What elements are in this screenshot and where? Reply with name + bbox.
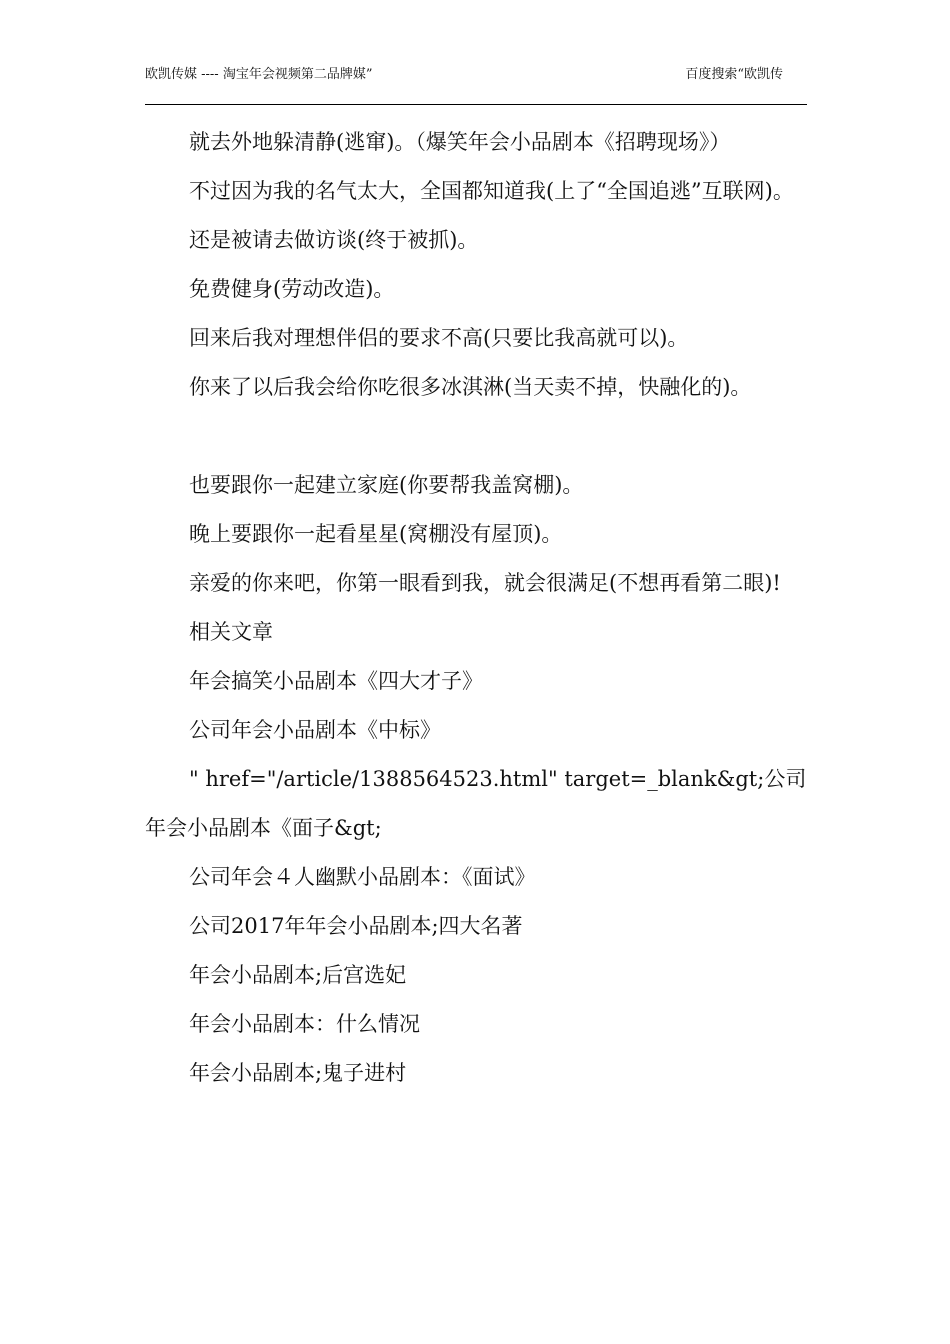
- related-article-link[interactable]: 年会小品剧本;鬼子进村: [189, 1061, 407, 1085]
- related-article-link[interactable]: 公司年会小品剧本《中标》: [189, 718, 441, 742]
- related-article-link[interactable]: 公司年会４人幽默小品剧本：《面试》: [189, 865, 536, 889]
- page-header: [145, 66, 807, 105]
- blank-line: [145, 412, 807, 461]
- paragraph: 就去外地躲清静(逃窜)。（爆笑年会小品剧本《招聘现场》）: [189, 130, 731, 154]
- related-articles-heading: 相关文章: [189, 620, 273, 644]
- header-right-text: 百度搜索“欧凯传: [685, 67, 783, 82]
- paragraph: 还是被请去做访谈(终于被抓)。: [189, 228, 479, 252]
- related-article-link[interactable]: 年会小品剧本：什么情况: [189, 1012, 420, 1036]
- related-article-link[interactable]: 年会小品剧本;后宫选妃: [189, 963, 407, 987]
- paragraph: 不过因为我的名气太大，全国都知道我(上了“全国追逃”互联网)。: [189, 179, 794, 203]
- paragraph: 你来了以后我会给你吃很多冰淇淋(当天卖不掉，快融化的)。: [189, 375, 752, 399]
- paragraph: 回来后我对理想伴侣的要求不高(只要比我高就可以)。: [189, 326, 689, 350]
- related-article-link[interactable]: 公司2017年年会小品剧本;四大名著: [189, 914, 523, 938]
- document-body: [145, 118, 807, 1098]
- paragraph: 免费健身(劳动改造)。: [189, 277, 395, 301]
- paragraph: 晚上要跟你一起看星星(窝棚没有屋顶)。: [189, 522, 563, 546]
- paragraph: 也要跟你一起建立家庭(你要帮我盖窝棚)。: [189, 473, 584, 497]
- related-article-link[interactable]: " href="/article/1388564523.html" target=_blank&gt;公司年会小品剧本《面子&gt;: [145, 767, 807, 840]
- related-article-link[interactable]: 年会搞笑小品剧本《四大才子》: [189, 669, 483, 693]
- header-left-text: 欧凯传媒 ---- 淘宝年会视频第二品牌媒”: [145, 67, 373, 82]
- paragraph: 亲爱的你来吧，你第一眼看到我，就会很满足(不想再看第二眼)!: [189, 571, 781, 595]
